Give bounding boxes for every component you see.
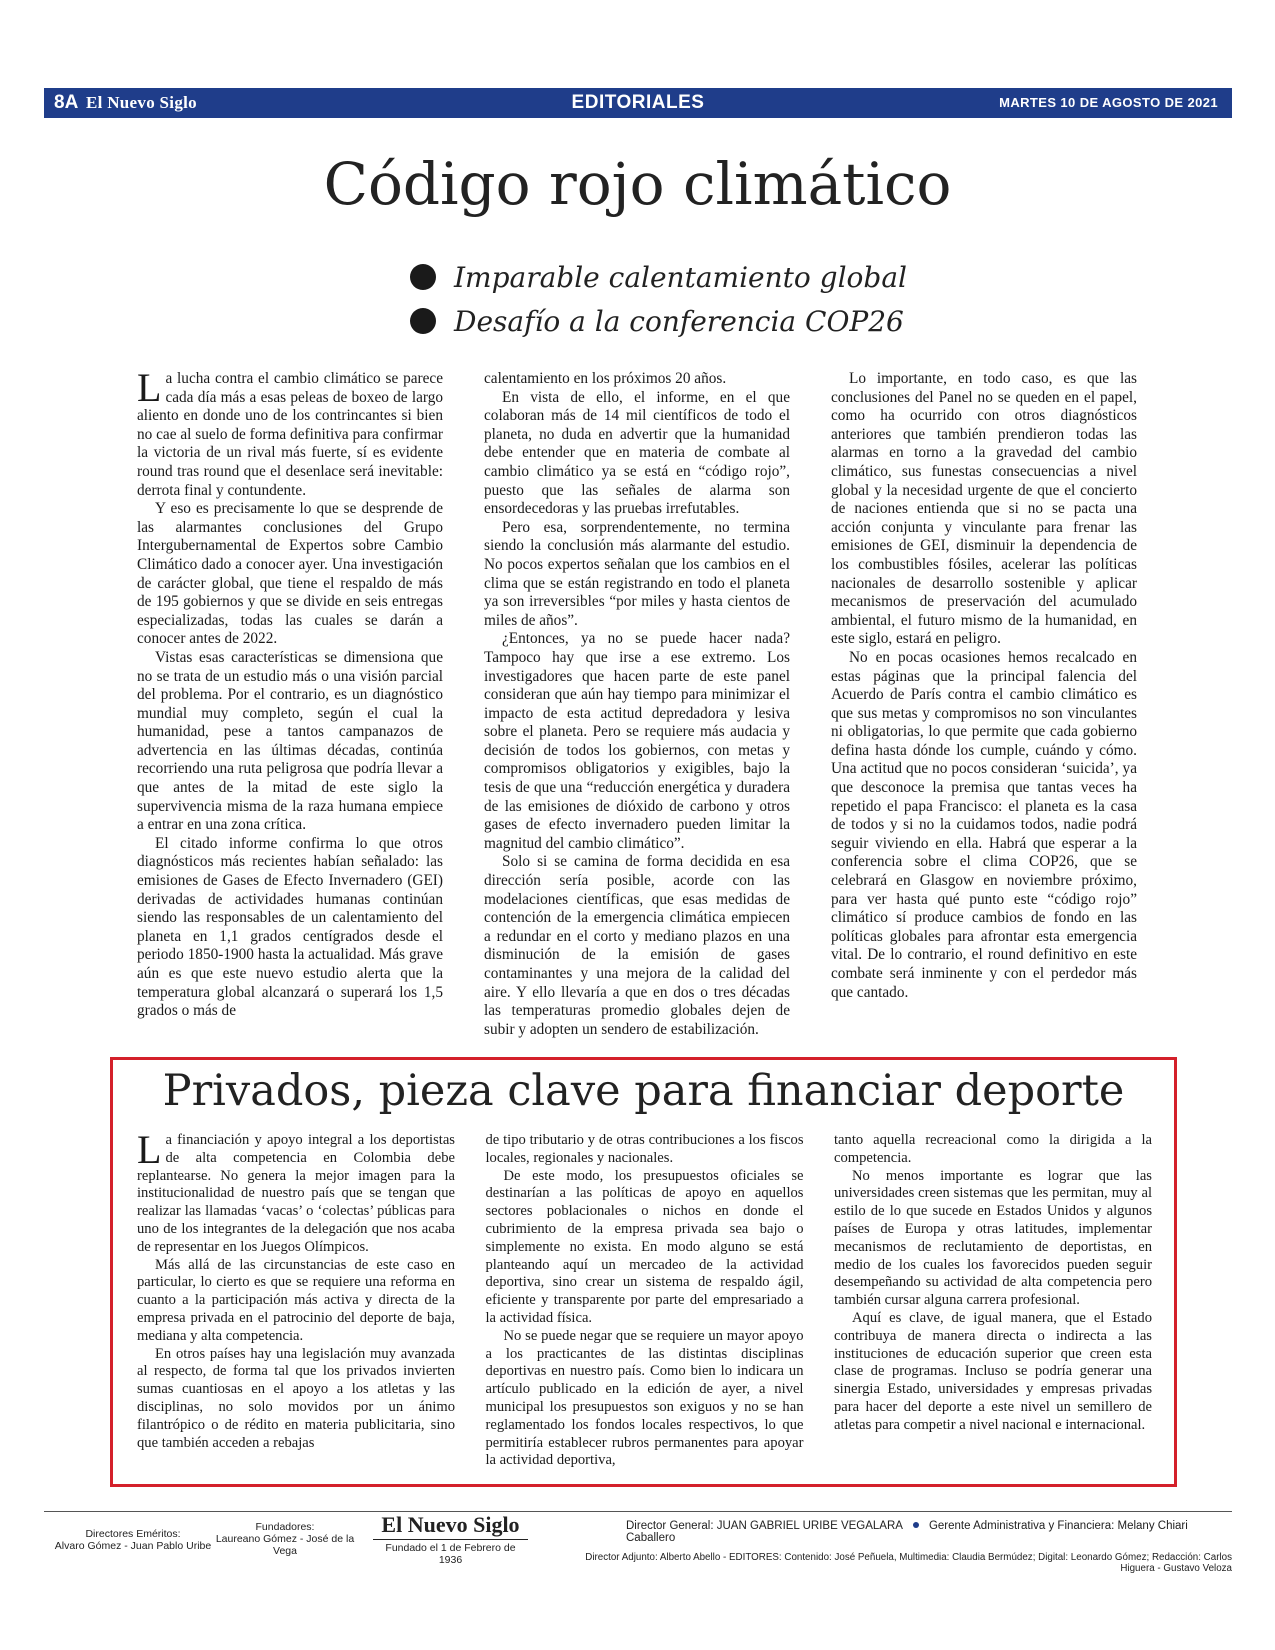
issue-date: MARTES 10 DE AGOSTO DE 2021 bbox=[999, 95, 1218, 110]
drop-cap: L bbox=[137, 1127, 162, 1172]
text-column bbox=[484, 370, 790, 1039]
boxed-editorial bbox=[110, 1057, 1177, 1487]
footer-label: Directores Eméritos: bbox=[85, 1528, 181, 1540]
drop-cap: L bbox=[137, 365, 162, 410]
paragraph: Más allá de las circunstancias de este caso en particular, lo cierto es que se requiere una reforma en cuanto a la participación más activa y directa de la empresa privada en el patrocinio del deporte de baja, mediana y alta competencia. bbox=[137, 1256, 455, 1344]
paragraph: ¿Entonces, ya no se puede hacer nada? Tampoco hay que irse a ese extremo. Los investigadores que hacen parte de este panel consideran que aún hay tiempo para minimizar el impacto de esta actitud depredadora y lesiva sobre el planeta. Pero se requiere más audacia y decisión de todos los gobiernos, con metas y compromisos obligatorios y exigibles, bajo la tesis de que una “reducción energética y duradera de las emisiones de dióxido de carbono y otros gases de efecto invernadero pueden limitar la magnitud del cambio climático”. bbox=[484, 630, 790, 852]
paragraph: En otros países hay una legislación muy avanzada al respecto, de forma tal que los privados invierten sumas cuantiosas en el apoyo a los atletas y las disciplinas, no solo movidos por un ánimo filantrópico o de rédito en materia publicitaria, sino que también acceden a rebajas bbox=[137, 1345, 455, 1451]
footer-founders bbox=[210, 1521, 360, 1557]
text-column bbox=[137, 365, 443, 1039]
paragraph: La lucha contra el cambio climático se parece cada día más a esas peleas de boxeo de largo aliento en donde uno de los contrincantes si bien no cae al suelo de forma definitiva para confirmar la victoria de un rival más fuerte, sí es evidente round tras round que el desenlace será inevitable: derrota final y contundente. bbox=[137, 365, 443, 499]
paper-name: El Nuevo Siglo bbox=[86, 93, 197, 112]
paragraph: El citado informe confirma lo que otros diagnósticos más recientes habían señalado: las emisiones de Gases de Efecto Invernadero (GEI) derivadas de actividades humanas continúan siendo las responsables de un calentamiento del planeta en 1,1 grados centígrados desde el periodo 1850-1900 hasta la actualidad. Más grave aún es que este nuevo estudio alerta que la temperatura global alcanzará o superará los 1,5 grados o más de bbox=[137, 834, 443, 1020]
editorial-body bbox=[137, 365, 1137, 1039]
editorial-subheads bbox=[410, 255, 907, 343]
boxed-headline: Privados, pieza clave para financiar deporte bbox=[162, 1066, 1125, 1116]
paragraph: En vista de ello, el informe, en el que colaboran más de 14 mil científicos de todo el planeta, no duda en advertir que la humanidad debe entender que en materia de combate al cambio climático ya se está en “código rojo”, puesto que las señales de alarma son ensordecedoras y las pruebas irrefutables. bbox=[484, 388, 790, 518]
paragraph: Lo importante, en todo caso, es que las conclusiones del Panel no se queden en el papel, como ha ocurrido con otros diagnósticos anteriores que también prendieron todas las alarmas en torno a la gravedad del cambio climático, sus funestas consecuencias a nivel global y la necesidad urgente de que el concierto de naciones entienda que si no se pacta una acción conjunta y vinculante para frenar las emisiones de GEI, disminuir la dependencia de los combustibles fósiles, acelerar las políticas nacionales de desarrollo sostenible y aplicar mecanismos de preservación del acumulado ambiental, el futuro mismo de la humanidad, en este siglo, estará en peligro. bbox=[831, 370, 1137, 648]
paragraph: De este modo, los presupuestos oficiales se destinarían a las políticas de apoyo en aquellos sectores poblacionales o nichos en donde el cubrimiento de la empresa privada sea bajo o simplemente no exista. En modo alguno se está planteando aquí un mercadeo de la actividad deportiva, sino crear un sistema de respaldo ágil, eficiente y transparente por parte del empresariado a la actividad física. bbox=[485, 1167, 804, 1326]
paragraph: calentamiento en los próximos 20 años. bbox=[484, 370, 727, 387]
editorial-headline: Código rojo climático bbox=[323, 150, 952, 218]
footer-directors bbox=[48, 1528, 218, 1552]
subhead-item: Imparable calentamiento global bbox=[410, 255, 907, 299]
separator-dot-icon bbox=[913, 1522, 919, 1528]
text-column bbox=[137, 1127, 455, 1470]
footer-staff bbox=[560, 1520, 1232, 1574]
text-column bbox=[831, 370, 1137, 1039]
editors-line: Director Adjunto: Alberto Abello - EDITORES: Contenido: José Peñuela, Multimedia: Claudia Bermúdez; Digital: Leonardo Gómez; Redacción: Carlos Higuera - Gustavo Veloza bbox=[585, 1552, 1232, 1574]
paragraph: La financiación y apoyo integral a los deportistas de alta competencia en Colombia debe replantearse. No genera la mejor imagen para la institucionalidad de nuestro país que se tengan que realizar las llamadas ‘vacas’ o ‘colectas’ públicas para uno de los integrantes de la delegación que nos acaba de representar en los Juegos Olímpicos. bbox=[137, 1127, 455, 1255]
subhead-item: Desafío a la conferencia COP26 bbox=[410, 299, 907, 343]
footer-label: Fundadores: bbox=[255, 1521, 315, 1533]
bullet-dot-icon bbox=[410, 308, 436, 334]
paragraph: Pero esa, sorprendentemente, no termina siendo la conclusión más alarmante del estudio. No pocos expertos señalan que los cambios en el clima que se están registrando en todo el planeta ya son irreversibles “por miles y hasta cientos de miles de años”. bbox=[484, 518, 790, 629]
paragraph: Vistas esas características se dimensiona que no se trata de un estudio más o una visión parcial del problema. Por el contrario, es un diagnóstico mundial muy completo, según el cual la humanidad, pese a tantos campanazos de advertencia en las últimas décadas, continúa recorriendo una ruta peligrosa que podría llevar a que antes de la mitad de este siglo la supervivencia misma de la raza humana empiece a entrar en una zona crítica. bbox=[137, 648, 443, 834]
paragraph: tanto aquella recreacional como la dirigida a la competencia. bbox=[834, 1132, 1152, 1166]
section-masthead bbox=[44, 88, 1232, 118]
paragraph: de tipo tributario y de otras contribuciones a los fiscos locales, regionales y nacionales. bbox=[485, 1132, 804, 1166]
footer-names: Alvaro Gómez - Juan Pablo Uribe bbox=[54, 1540, 212, 1552]
text-column bbox=[834, 1132, 1152, 1470]
footer-divider bbox=[44, 1511, 1232, 1512]
text-column bbox=[486, 1132, 804, 1470]
paper-logo: El Nuevo Siglo bbox=[373, 1512, 528, 1540]
boxed-body bbox=[137, 1127, 1152, 1470]
paragraph: No en pocas ocasiones hemos recalcado en estas páginas que la principal falencia del Acuerdo de París contra el cambio climático es que sus metas y compromisos no son vinculantes ni obligatorias, lo que permite que cada gobierno defina hasta dónde los cumple, cuándo y cómo. Una actitud que no pocos consideran ‘suicida’, ya que desconoce la premisa que tantas veces ha repetido el papa Francisco: el planeta es la casa de todos y si no la cuidamos todos, nadie podrá seguir viviendo en ella. Habrá que esperar a la conferencia sobre el clima COP26, que se celebrará en Glasgow en noviembre próximo, para ver hasta qué punto este “código rojo” climático sí produce cambios de fondo en las políticas globales para afrontar esta emergencia vital. De lo contrario, el round definitivo en este combate será inminente y con el perdedor más que cantado. bbox=[831, 648, 1137, 1001]
paragraph: No se puede negar que se requiere un mayor apoyo a los practicantes de las distintas disciplinas deportivas en nuestro país. Como bien lo indicara un artículo publicado en la edición de ayer, a nivel municipal los presupuestos son exiguos y no se han reglamentado los fondos locales respectivos, lo que permitiría establecer rubros permanentes para apoyar la actividad deportiva, bbox=[485, 1327, 804, 1469]
page-number: 8A bbox=[54, 92, 79, 113]
paragraph: Solo si se camina de forma decidida en esa dirección sería posible, acorde con las modelaciones científicas, que esas medidas de contención de la emergencia climática empiecen a redundar en el corto y mediano plazos en una disminución de la emisión de gases contaminantes y una mejora de la calidad del aire. Y ello llevaría a que en dos o tres décadas las temperaturas promedio globales dejen de subir y adopten un sendero de estabilización. bbox=[484, 853, 790, 1038]
paragraph: No menos importante es lograr que las universidades creen sistemas que les permitan, muy al estilo de lo que sucede en Estados Unidos y algunos países de Europa y otras latitudes, implementar mecanismos de reclutamiento de deportistas, en medio de los cuales los favorecidos pueden seguir desempeñando su actividad de alta competencia pero también cursar alguna carrera profesional. bbox=[834, 1167, 1152, 1309]
paragraph: Aquí es clave, de igual manera, que el Estado contribuya de manera directa o indirecta a las instituciones de educación superior que creen esta clase de programas. Incluso se podría generar una sinergia Estado, universidades y empresas privadas para hacer del deporte a este nivel un semillero de atletas para competir a nivel nacional e internacional. bbox=[834, 1309, 1152, 1433]
footer-logo bbox=[373, 1512, 528, 1566]
general-manager: Gerente Administrativa y Financiera: Melany Chiari Caballero bbox=[626, 1520, 1188, 1544]
founded-date: Fundado el 1 de Febrero de 1936 bbox=[385, 1542, 516, 1566]
section-title: EDITORIALES bbox=[571, 92, 705, 113]
footer-names: Laureano Gómez - José de la Vega bbox=[215, 1533, 355, 1557]
bullet-dot-icon bbox=[410, 264, 436, 290]
director-general: Director General: JUAN GABRIEL URIBE VEGALARA bbox=[626, 1520, 903, 1532]
paragraph: Y eso es precisamente lo que se desprende de las alarmantes conclusiones del Grupo Intergubernamental de Expertos sobre Cambio Climático dado a conocer ayer. Una investigación de carácter global, que tiene el respaldo de más de 195 gobiernos y que se divide en seis entregas especializadas, todas las cuales se darán a conocer antes de 2022. bbox=[137, 500, 443, 648]
